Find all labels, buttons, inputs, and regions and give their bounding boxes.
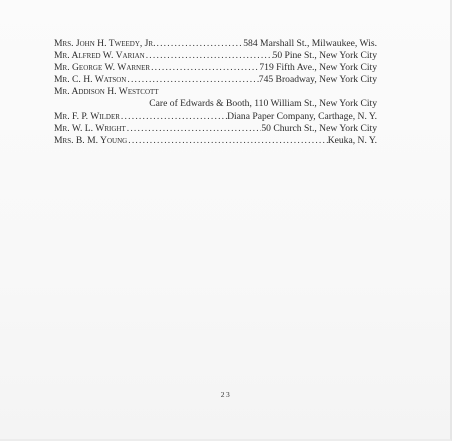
list-entry bbox=[54, 86, 377, 98]
dot-leader bbox=[155, 38, 243, 50]
member-name: Mrs. John H. Tweedy, Jr. bbox=[54, 38, 156, 49]
member-address: 50 Pine St., New York City bbox=[272, 50, 377, 62]
member-address: 50 Church St., New York City bbox=[261, 122, 377, 134]
list-entry-continuation bbox=[54, 98, 377, 110]
dot-leader bbox=[126, 123, 262, 135]
list-entry bbox=[54, 38, 377, 50]
list-entry bbox=[54, 123, 377, 135]
dot-leader bbox=[126, 74, 258, 86]
member-name: Mr. Alfred W. Varian bbox=[54, 50, 145, 62]
page-number: 23 bbox=[220, 390, 232, 399]
list-entry bbox=[54, 62, 377, 74]
dot-leader bbox=[120, 111, 227, 123]
dot-leader bbox=[145, 50, 273, 62]
member-address: Diana Paper Company, Carthage, N. Y. bbox=[227, 110, 377, 122]
member-name: Mr. Addison H. Westcott bbox=[54, 86, 159, 98]
member-address: Care of Edwards & Booth, 110 William St., New York City bbox=[149, 98, 377, 110]
member-address: 745 Broadway, New York City bbox=[258, 74, 377, 86]
member-name: Mrs. B. M. Young bbox=[54, 134, 128, 146]
list-entry bbox=[54, 111, 377, 123]
member-address: Keuka, N. Y. bbox=[327, 134, 377, 146]
member-address-list bbox=[54, 38, 377, 147]
list-entry bbox=[54, 50, 377, 62]
member-name: Mr. C. H. Watson bbox=[54, 74, 127, 86]
member-name: Mr. W. L. Wright bbox=[54, 122, 126, 134]
member-name: Mr. F. P. Wilder bbox=[54, 110, 120, 122]
member-address: 719 Fifth Ave., New York City bbox=[259, 62, 377, 74]
list-entry bbox=[54, 74, 377, 86]
dot-leader bbox=[150, 62, 259, 74]
dot-leader bbox=[127, 135, 327, 147]
list-entry bbox=[54, 135, 377, 147]
member-name: Mr. George W. Warner bbox=[54, 62, 151, 74]
member-address: 584 Marshall St., Milwaukee, Wis. bbox=[243, 38, 377, 49]
